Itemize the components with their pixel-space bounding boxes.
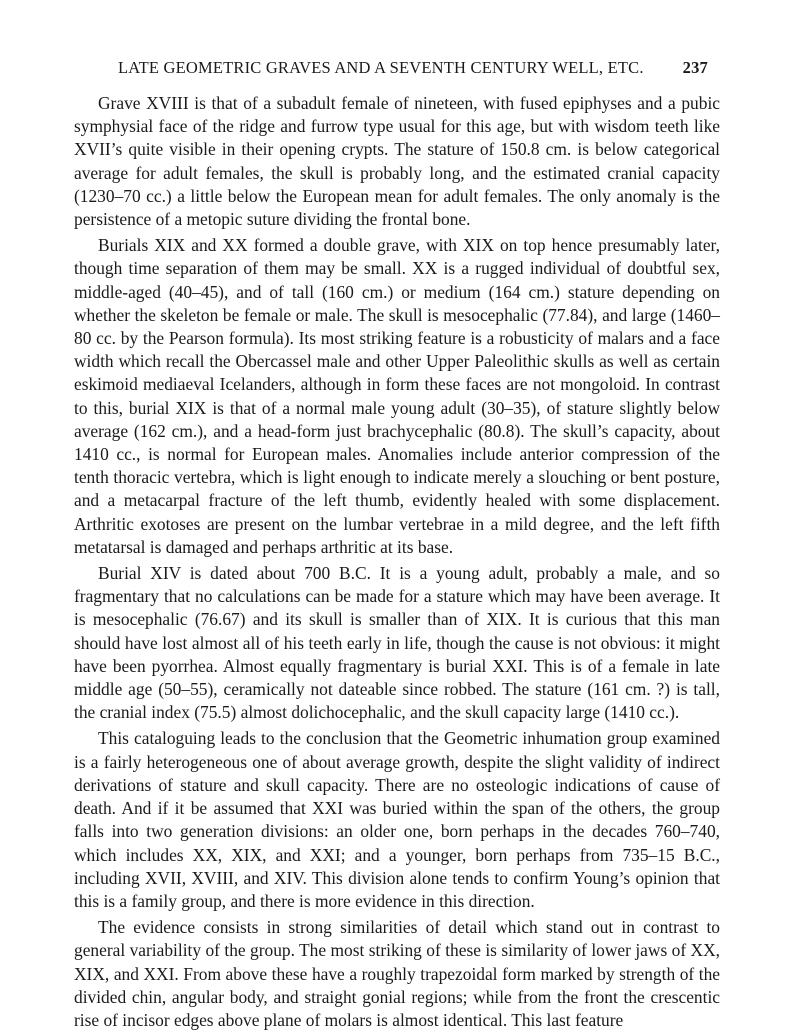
body-text <box>74 92 720 1035</box>
running-head: LATE GEOMETRIC GRAVES AND A SEVENTH CENTURY WELL, ETC. <box>118 58 644 77</box>
paragraph-burial-xiv: Burial XIV is dated about 700 B.C. It is a young adult, probably a male, and so fragmentary that no calculations can be made for a stature which may have been average. It is mesocephalic (76.67) and its skull is smaller than of XIX. It is curious that this man should have lost almost all of his teeth early in life, though the cause is not obvious: it might have been pyorrhea. Almost equally fragmentary is burial XXI. This is of a female in late middle age (50–55), ceramically not dateable since robbed. The stature (161 cm. ?) is tall, the cranial index (75.5) almost dolichocephalic, and the skull capacity large (1410 cc.). <box>74 563 720 723</box>
paragraph-evidence-similarities: The evidence consists in strong similarities of detail which stand out in contrast to general variability of the group. The most striking of these is similarity of lower jaws of XX, XIX, and XXI. From above these have a roughly trapezoidal form marked by strength of the divided chin, angular body, and straight gonial regions; while from the front the crescentic rise of incisor edges above plane of molars is almost identical. This last feature <box>74 917 720 1030</box>
page-header <box>74 58 720 80</box>
page-number: 237 <box>682 58 708 77</box>
paragraph-burials-xix-xx: Burials XIX and XX formed a double grave, with XIX on top hence presumably later, though time separation of them may be small. XX is a rugged individual of doubtful sex, middle-aged (40–45), and of tall (160 cm.) or medium (164 cm.) stature depending on whether the skeleton be female or male. The skull is mesocephalic (77.84), and large (1460–80 cc. by the Pearson formula). Its most striking feature is a robusticity of malars and a face width which recall the Obercassel male and other Upper Paleolithic skulls as well as certain eskimoid mediaeval Icelanders, although in form these faces are not mongoloid. In contrast to this, burial XIX is that of a normal male young adult (30–35), of stature slightly below average (162 cm.), and a head-form just brachycephalic (80.8). The skull’s capacity, about 1410 cc., is normal for European males. Anomalies include anterior compression of the tenth thoracic vertebra, which is light enough to indicate merely a slouching or bent posture, and a metacarpal fracture of the left thumb, evidently healed with some displacement. Arthritic exotoses are present on the lumbar vertebrae in a mild degree, and the left fifth metatarsal is damaged and perhaps arthritic at its base. <box>74 235 720 557</box>
paragraph-grave-xviii: Grave XVIII is that of a subadult female of nineteen, with fused epiphyses and a pubic symphysial face of the ridge and furrow type usual for this age, but with wisdom teeth like XVII’s quite visible in their opening crypts. The stature of 150.8 cm. is below categorical average for adult females, the skull is probably long, and the estimated cranial capacity (1230–70 cc.) a little below the European mean for adult females. The only anomaly is the persistence of a metopic suture dividing the frontal bone. <box>74 93 720 230</box>
paragraph-cataloguing-conclusion: This cataloguing leads to the conclusion that the Geometric inhumation group examined is a fairly heterogeneous one of about average growth, despite the slight validity of indirect derivations of stature and skull capacity. There are no osteologic indications of cause of death. And if it be assumed that XXI was buried within the span of the others, the group falls into two generation divisions: an older one, born perhaps in the decades 760–740, which includes XX, XIX, and XXI; and a younger, born perhaps from 735–15 B.C., including XVII, XVIII, and XIV. This division alone tends to confirm Young’s opinion that this is a family group, and there is more evidence in this direction. <box>74 728 720 911</box>
